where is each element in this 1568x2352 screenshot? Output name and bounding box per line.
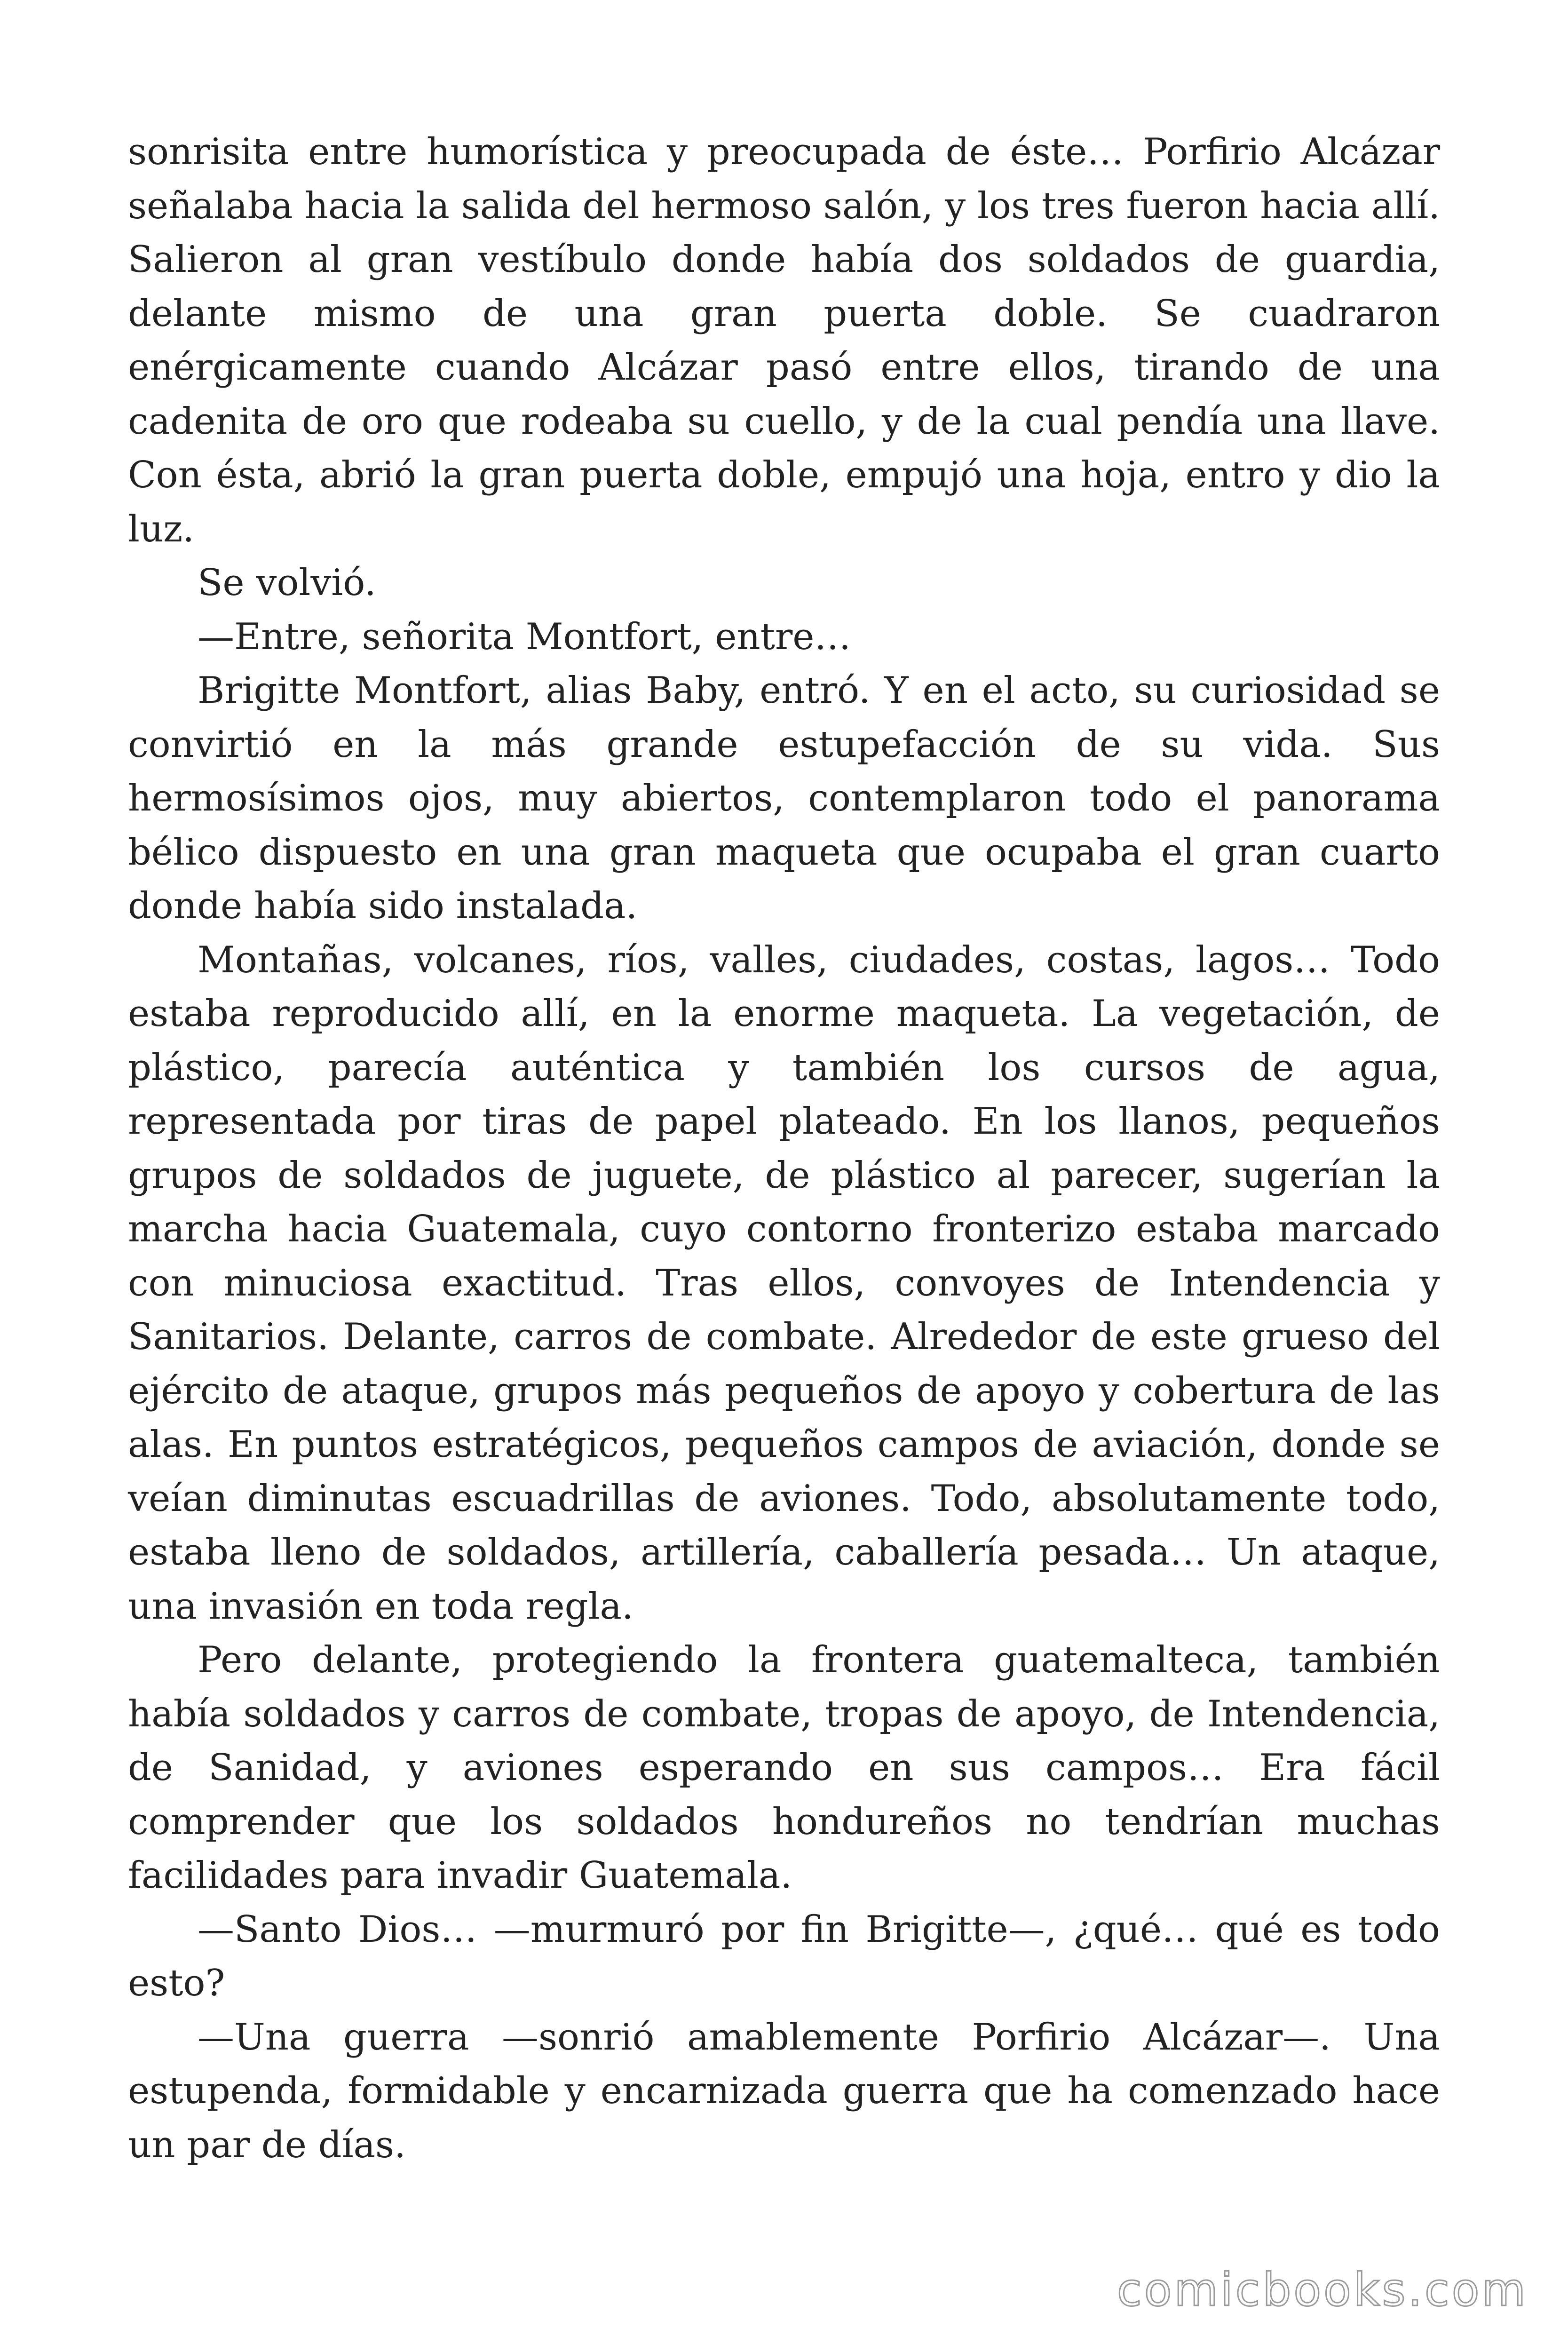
paragraph: Se volvió. [198,562,376,604]
dialogue-paragraph: —Una guerra —sonrió amablemente Porfirio Alcázar—. Una estupenda, formidable y encarnizada guerra que ha comenzado hace un par de días. [128,2016,1440,2166]
watermark: comicbooks.com [1117,2264,1528,2316]
paragraph: Brigitte Montfort, alias Baby, entró. Y en el acto, su curiosidad se convirtió en la más grande estupefacción de su vida. Sus hermosísimos ojos, muy abiertos, contemplaron todo el panorama bélico dispuesto en una gran maqueta que ocupaba el gran cuarto donde había sido instalada. [128,669,1440,927]
paragraph-continued: sonrisita entre humorística y preocupada de éste… Porfirio Alcázar señalaba hacia la salida del hermoso salón, y los tres fueron hacia allí. Salieron al gran vestíbulo donde había dos soldados de guardia, delante mismo de una gran puerta doble. Se cuadraron enérgicamente cuando Alcázar pasó entre ellos, tirando de una cadenita de oro que rodeaba su cuello, y de la cual pendía una llave. Con ésta, abrió la gran puerta doble, empujó una hoja, entro y dio la luz. [128,131,1440,550]
body-text [128,125,1440,2172]
paragraph: Montañas, volcanes, ríos, valles, ciudades, costas, lagos… Todo estaba reproducido allí, en la enorme maqueta. La vegetación, de plástico, parecía auténtica y también los cursos de agua, representada por tiras de papel plateado. En los llanos, pequeños grupos de soldados de juguete, de plástico al parecer, sugerían la marcha hacia Guatemala, cuyo contorno fronterizo estaba marcado con minuciosa exactitud. Tras ellos, convoyes de Intendencia y Sanitarios. Delante, carros de combate. Alrededor de este grueso del ejército de ataque, grupos más pequeños de apoyo y cobertura de las alas. En puntos estratégicos, pequeños campos de aviación, donde se veían diminutas escuadrillas de aviones. Todo, absolutamente todo, estaba lleno de soldados, artillería, caballería pesada… Un ataque, una invasión en toda regla. [128,938,1440,1628]
dialogue-paragraph: —Santo Dios… —murmuró por fin Brigitte—, ¿qué… qué es todo esto? [128,1908,1440,2004]
paragraph: Pero delante, protegiendo la frontera guatemalteca, también había soldados y carros de combate, tropas de apoyo, de Intendencia, de Sanidad, y aviones esperando en sus campos… Era fácil comprender que los soldados hondureños no tendrían muchas facilidades para invadir Guatemala. [128,1639,1440,1897]
dialogue-paragraph: —Entre, señorita Montfort, entre… [198,615,851,658]
